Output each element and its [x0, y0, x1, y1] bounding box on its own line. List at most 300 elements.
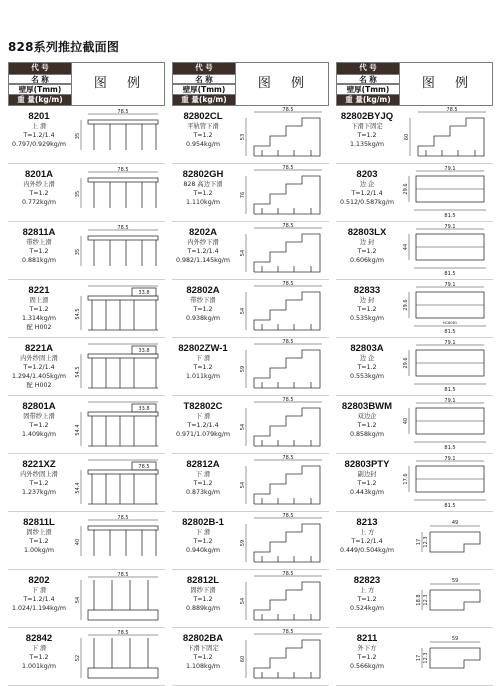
profile-info — [8, 401, 70, 439]
profile-spec-line: 0.772kg/m — [22, 199, 56, 206]
page-title: 828系列推拉截面图 — [8, 40, 120, 54]
profile-drawing — [81, 114, 158, 150]
profile-spec-line: 0.938kg/m — [186, 315, 220, 322]
dim-height: 54.4 — [75, 482, 81, 494]
profile-drawing — [246, 170, 322, 214]
profile-drawing — [81, 577, 158, 620]
dim-top: 79.1 — [444, 224, 456, 230]
profile-spec-line: 0.940kg/m — [186, 547, 220, 554]
profile-drawing — [246, 518, 322, 562]
profile-figure — [400, 512, 493, 569]
profile-row — [8, 512, 165, 570]
profile-spec-line: 1.024/1.194kg/m — [11, 605, 67, 612]
profile-figure — [400, 338, 493, 395]
profile-svg — [400, 106, 493, 163]
dim-width: 78.5 — [282, 455, 294, 461]
profile-spec-line: 1.001kg/m — [22, 663, 56, 670]
profile-info — [336, 169, 398, 207]
profile-svg — [236, 396, 329, 453]
profile-figure — [72, 454, 165, 511]
dim-bottom: 81.5 — [444, 503, 456, 509]
profile-row — [8, 570, 165, 628]
header-thickness: 壁厚(Tmm) — [9, 84, 71, 95]
profile-info — [172, 633, 234, 671]
dim-height: 60 — [240, 655, 246, 663]
profile-drawing — [81, 635, 158, 678]
dim-height: 18.8 — [416, 594, 422, 606]
dim-height: 76 — [240, 191, 246, 199]
profile-spec-line: 配 H002 — [26, 382, 52, 389]
profile-code: T82802C — [183, 401, 223, 412]
dim-height: 35 — [75, 190, 81, 198]
profile-spec-line: T=1.2 — [357, 132, 377, 139]
profile-code: 8203 — [356, 169, 378, 180]
profile-spec-line: 0.982/1.145kg/m — [175, 257, 231, 264]
dim-height: 40 — [403, 417, 409, 425]
profile-spec-line: T=1.2 — [29, 480, 49, 487]
dim-height: 40 — [75, 538, 81, 546]
profile-figure — [236, 106, 329, 163]
profile-svg — [72, 396, 165, 453]
header-thickness: 壁厚(Tmm) — [173, 84, 235, 95]
profile-info — [336, 459, 398, 497]
profile-row — [8, 106, 165, 164]
profile-figure — [72, 222, 165, 279]
profile-row — [172, 106, 329, 164]
profile-info — [336, 111, 398, 149]
profile-drawing — [246, 576, 322, 620]
profile-info — [172, 401, 234, 439]
dim-height: 54 — [240, 249, 246, 257]
profile-info — [8, 227, 70, 265]
profile-spec-line: 1.011kg/m — [186, 373, 220, 380]
profile-spec-line: 0.553kg/m — [350, 373, 384, 380]
profile-drawing — [410, 112, 486, 156]
profile-drawing — [81, 172, 158, 208]
profile-code: 82823 — [353, 575, 381, 586]
header-name: 名 称 — [9, 74, 71, 85]
profile-spec-line: 平轨管下滑 — [187, 123, 219, 130]
dim-width: 78.5 — [282, 339, 294, 345]
dim-height: 29.6 — [403, 299, 409, 311]
profile-spec-line: 0.873kg/m — [186, 489, 220, 496]
profile-spec-line: 内外纱固上滑 — [20, 355, 58, 362]
profile-info — [8, 575, 70, 613]
dim-width: 78.5 — [282, 223, 294, 229]
header-weight: 重 量(kg/m) — [337, 95, 399, 106]
profile-figure — [72, 396, 165, 453]
dim-height: 35 — [75, 132, 81, 140]
profile-code: 8211 — [356, 633, 378, 644]
profile-svg — [72, 338, 165, 395]
column-header — [336, 62, 493, 106]
dim-inner: 12.3 — [423, 594, 429, 606]
profile-svg — [72, 570, 165, 627]
profile-spec-line: 边 封 — [359, 297, 375, 304]
profile-svg — [236, 222, 329, 279]
profile-svg — [400, 570, 493, 627]
profile-row — [172, 280, 329, 338]
profile-row — [336, 570, 493, 628]
profile-info — [172, 575, 234, 613]
profile-code: 82802A — [186, 285, 220, 296]
profile-row — [336, 512, 493, 570]
dim-height: 54 — [240, 481, 246, 489]
profile-svg — [72, 512, 165, 569]
profile-code: 82812L — [186, 575, 220, 586]
header-name: 名 称 — [173, 74, 235, 85]
profile-spec-line: 下 滑 — [31, 587, 47, 594]
profile-row — [172, 570, 329, 628]
dim-height: 54 — [75, 596, 81, 604]
profile-spec-line: 0.606kg/m — [350, 257, 384, 264]
profile-spec-line: 内外纱上滑 — [23, 181, 55, 188]
dim-height: 54.5 — [75, 308, 81, 320]
profile-spec-line: 下滑下固定 — [187, 645, 219, 652]
dim-width: 78.5 — [117, 515, 129, 521]
profile-spec-line: T=1.2 — [193, 306, 213, 313]
profile-spec-line: 配 H002 — [26, 324, 52, 331]
profile-spec-line: T=1.2 — [29, 248, 49, 255]
profile-figure — [400, 222, 493, 279]
dim-height: 59 — [240, 365, 246, 373]
profile-row — [336, 396, 493, 454]
profile-info — [336, 633, 398, 671]
profile-drawing — [246, 344, 322, 388]
profile-drawing — [409, 403, 486, 442]
profile-svg — [236, 628, 329, 685]
profile-spec-line: 0.512/0.587kg/m — [339, 199, 395, 206]
profile-spec-line: 边 企 — [359, 355, 375, 362]
profile-row — [336, 338, 493, 396]
profile-drawing — [246, 228, 322, 272]
profile-spec-line: 双边企 — [357, 413, 377, 420]
profile-spec-line: 下 滑 — [195, 471, 211, 478]
profile-info — [172, 517, 234, 555]
profile-info — [336, 227, 398, 265]
profile-row — [172, 512, 329, 570]
profile-drawing — [81, 520, 158, 556]
profile-svg — [400, 396, 493, 453]
profile-row — [336, 454, 493, 512]
profile-drawing — [422, 584, 480, 610]
header-weight: 重 量(kg/m) — [9, 95, 71, 106]
column-header — [8, 62, 165, 106]
profile-spec-line: T=1.2 — [29, 306, 49, 313]
profile-code: 8202A — [189, 227, 217, 238]
profile-figure — [400, 164, 493, 221]
profile-figure — [72, 512, 165, 569]
dim-height: 17.6 — [403, 473, 409, 485]
profile-spec-line: 下滑下固定 — [351, 123, 383, 130]
profile-spec-line: 内外纱固上滑 — [20, 471, 58, 478]
profile-drawing — [409, 461, 486, 500]
dim-width: 78.5 — [446, 107, 458, 113]
profile-spec-line: T=1.2 — [357, 596, 377, 603]
profile-spec-line: 固带纱上滑 — [23, 413, 55, 420]
profile-figure — [236, 280, 329, 337]
dim-top: 79.1 — [444, 456, 456, 462]
dim-width: 33.8 — [138, 348, 150, 354]
profile-svg — [72, 280, 165, 337]
profile-spec-line: 0.889kg/m — [186, 605, 220, 612]
profile-svg — [400, 280, 493, 337]
profile-svg — [400, 628, 493, 685]
profile-svg — [236, 454, 329, 511]
profile-code: 8201A — [25, 169, 53, 180]
profile-code: 82842 — [25, 633, 53, 644]
profile-spec-line: 内外纱下滑 — [187, 239, 219, 246]
profile-code: 82803A — [350, 343, 384, 354]
profile-figure — [72, 338, 165, 395]
profile-figure — [400, 570, 493, 627]
profile-row — [8, 164, 165, 222]
profile-svg — [72, 164, 165, 221]
dim-width: 78.5 — [117, 630, 129, 636]
profile-code: 8201 — [28, 111, 50, 122]
profile-spec-line: T=1.2/1.4 — [187, 248, 219, 255]
profile-spec-line: T=1.2 — [357, 248, 377, 255]
profile-code: 82802BYJQ — [340, 111, 394, 122]
profile-info — [172, 111, 234, 149]
profile-spec-line: 1.409kg/m — [22, 431, 56, 438]
profile-row — [8, 338, 165, 396]
column-2 — [172, 62, 329, 686]
profile-figure — [400, 396, 493, 453]
dim-top: 79.1 — [444, 282, 456, 288]
profile-spec-line: T=1.2 — [357, 306, 377, 313]
profile-spec-line: 边 封 — [359, 239, 375, 246]
profile-row — [172, 628, 329, 686]
profile-spec-line: 0.443kg/m — [350, 489, 384, 496]
profile-figure — [72, 280, 165, 337]
profile-note: HC8081 — [442, 321, 458, 325]
profile-drawing — [246, 286, 322, 330]
dim-width: 78.5 — [282, 397, 294, 403]
profile-svg — [400, 454, 493, 511]
header-name: 名 称 — [337, 74, 399, 85]
profile-spec-line: 副边封 — [357, 471, 377, 478]
profile-info — [8, 169, 70, 207]
dim-height: 54.4 — [75, 424, 81, 436]
profile-figure — [400, 280, 493, 337]
profile-figure — [236, 164, 329, 221]
dim-height: 29.6 — [403, 183, 409, 195]
profile-spec-line: 1.294/1.405kg/m — [11, 373, 67, 380]
profile-code: 82802B-1 — [182, 517, 224, 528]
dim-width: 78.5 — [282, 571, 294, 577]
profile-spec-line: T=1.2/1.4 — [23, 364, 55, 371]
profile-spec-line: 1.314kg/m — [22, 315, 56, 322]
dim-height: 59 — [240, 539, 246, 547]
profile-figure — [72, 570, 165, 627]
profile-info — [336, 285, 398, 323]
profile-spec-line: 1.135kg/m — [350, 141, 384, 148]
dim-bottom: 81.5 — [444, 213, 456, 219]
profile-row — [172, 454, 329, 512]
profile-drawing — [409, 229, 486, 268]
dim-width: 78.5 — [117, 225, 129, 231]
dim-width: 59 — [451, 578, 459, 584]
header-figure: 图 例 — [71, 63, 164, 105]
profile-svg — [236, 164, 329, 221]
profile-figure — [72, 628, 165, 685]
profile-drawing — [409, 171, 486, 210]
column-1 — [8, 62, 165, 686]
header-code: 代 号 — [173, 63, 235, 74]
profile-spec-line: 外下方 — [357, 645, 377, 652]
profile-spec-line: 边 企 — [359, 181, 375, 188]
dim-height: 44 — [403, 243, 409, 251]
header-code: 代 号 — [337, 63, 399, 74]
profile-code: 82802CL — [183, 111, 223, 122]
profile-svg — [72, 222, 165, 279]
dim-inner: 12.3 — [423, 536, 429, 548]
profile-row — [172, 396, 329, 454]
profile-spec-line: 0.858kg/m — [350, 431, 384, 438]
profile-info — [336, 517, 398, 555]
header-weight: 重 量(kg/m) — [173, 95, 235, 106]
profile-code: 8213 — [356, 517, 378, 528]
profile-spec-line: 上 滑 — [31, 123, 47, 130]
profile-spec-line: 下 滑 — [31, 645, 47, 652]
profile-code: 8221 — [28, 285, 50, 296]
profile-spec-line: 0.535kg/m — [350, 315, 384, 322]
profile-row — [336, 280, 493, 338]
profile-info — [172, 343, 234, 381]
profile-svg — [236, 512, 329, 569]
profile-figure — [72, 106, 165, 163]
profile-spec-line: 上 方 — [359, 529, 375, 536]
profile-code: 8221A — [25, 343, 53, 354]
profile-row — [336, 106, 493, 164]
profile-figure — [236, 454, 329, 511]
dim-width: 33.8 — [138, 406, 150, 412]
dim-width: 78.5 — [282, 513, 294, 519]
dim-bottom: 81.5 — [444, 329, 456, 335]
profile-spec-line: T=1.2 — [193, 132, 213, 139]
profile-drawing — [246, 112, 322, 156]
profile-spec-line: T=1.2 — [29, 654, 49, 661]
profile-spec-line: T=1.2 — [357, 654, 377, 661]
profile-spec-line: 0.566kg/m — [350, 663, 384, 670]
profile-row — [8, 396, 165, 454]
profile-svg — [400, 222, 493, 279]
profile-figure — [236, 338, 329, 395]
profile-row — [172, 222, 329, 280]
profile-info — [8, 459, 70, 497]
profile-figure — [236, 222, 329, 279]
profile-row — [8, 222, 165, 280]
profile-spec-line: T=1.2/1.4 — [351, 538, 383, 545]
profile-code: 82802BA — [182, 633, 224, 644]
profile-spec-line: T=1.2 — [357, 480, 377, 487]
header-code: 代 号 — [9, 63, 71, 74]
profile-code: 82833 — [353, 285, 381, 296]
profile-code: 82811A — [22, 227, 56, 238]
profile-code: 8202 — [28, 575, 50, 586]
profile-code: 82812A — [186, 459, 220, 470]
profile-row — [336, 628, 493, 686]
profile-figure — [400, 106, 493, 163]
profile-spec-line: 固上滑 — [29, 297, 49, 304]
profile-code: 8221XZ — [22, 459, 56, 470]
profile-drawing — [422, 642, 480, 668]
profile-row — [8, 628, 165, 686]
profile-spec-line: T=1.2 — [193, 596, 213, 603]
profile-code: 82803PTY — [344, 459, 390, 470]
profile-svg — [236, 570, 329, 627]
profile-spec-line: 固纱下滑 — [190, 587, 216, 594]
profile-code: 82801A — [22, 401, 56, 412]
dim-width: 78.5 — [138, 464, 150, 470]
profile-figure — [236, 570, 329, 627]
profile-info — [336, 575, 398, 613]
profile-spec-line: 0.954kg/m — [186, 141, 220, 148]
dim-height: 54.5 — [75, 366, 81, 378]
dim-bottom: 81.5 — [444, 445, 456, 451]
profile-drawing — [246, 460, 322, 504]
profile-spec-line: 0.881kg/m — [22, 257, 56, 264]
profile-spec-line: T=1.2/1.4 — [351, 190, 383, 197]
profile-spec-line: T=1.2 — [29, 422, 49, 429]
dim-width: 78.5 — [117, 167, 129, 173]
profile-row — [336, 164, 493, 222]
profile-spec-line: 带纱下滑 — [190, 297, 216, 304]
profile-row — [8, 280, 165, 338]
dim-height: 35 — [75, 248, 81, 256]
dim-width: 78.5 — [117, 109, 129, 115]
profile-row — [336, 222, 493, 280]
profile-spec-line: 1.108kg/m — [186, 663, 220, 670]
header-figure: 图 例 — [399, 63, 492, 105]
profile-info — [336, 343, 398, 381]
profile-spec-line: 0.797/0.929kg/m — [11, 141, 67, 148]
profile-drawing — [409, 345, 486, 384]
column-3 — [336, 62, 493, 686]
profile-info — [172, 227, 234, 265]
dim-width: 78.5 — [282, 165, 294, 171]
profile-spec-line: T=1.2 — [193, 480, 213, 487]
dim-width: 49 — [451, 520, 459, 526]
profile-info — [8, 517, 70, 555]
profile-figure — [236, 628, 329, 685]
dim-inner: 12.3 — [423, 652, 429, 664]
profile-figure — [400, 628, 493, 685]
dim-top: 79.1 — [444, 340, 456, 346]
profile-code: 82803LX — [347, 227, 387, 238]
dim-width: 78.5 — [117, 572, 129, 578]
profile-spec-line: T=1.2 — [29, 538, 49, 545]
dim-height: 53 — [240, 133, 246, 141]
dim-height: 54 — [240, 597, 246, 605]
profile-spec-line: 上 方 — [359, 587, 375, 594]
profile-spec-line: 0.971/1.079kg/m — [175, 431, 231, 438]
profile-svg — [236, 338, 329, 395]
profile-svg — [236, 280, 329, 337]
profile-spec-line: T=1.2 — [29, 190, 49, 197]
profile-drawing — [246, 634, 322, 678]
dim-height: 54 — [240, 307, 246, 315]
profile-spec-line: T=1.2/1.4 — [23, 132, 55, 139]
profile-spec-line: T=1.2 — [193, 190, 213, 197]
profile-code: 82811L — [23, 517, 55, 528]
dim-height: 52 — [75, 654, 81, 662]
profile-spec-line: T=1.2 — [193, 654, 213, 661]
dim-width: 78.5 — [282, 281, 294, 287]
profile-spec-line: T=1.2/1.4 — [23, 596, 55, 603]
profile-spec-line: 0.524kg/m — [350, 605, 384, 612]
